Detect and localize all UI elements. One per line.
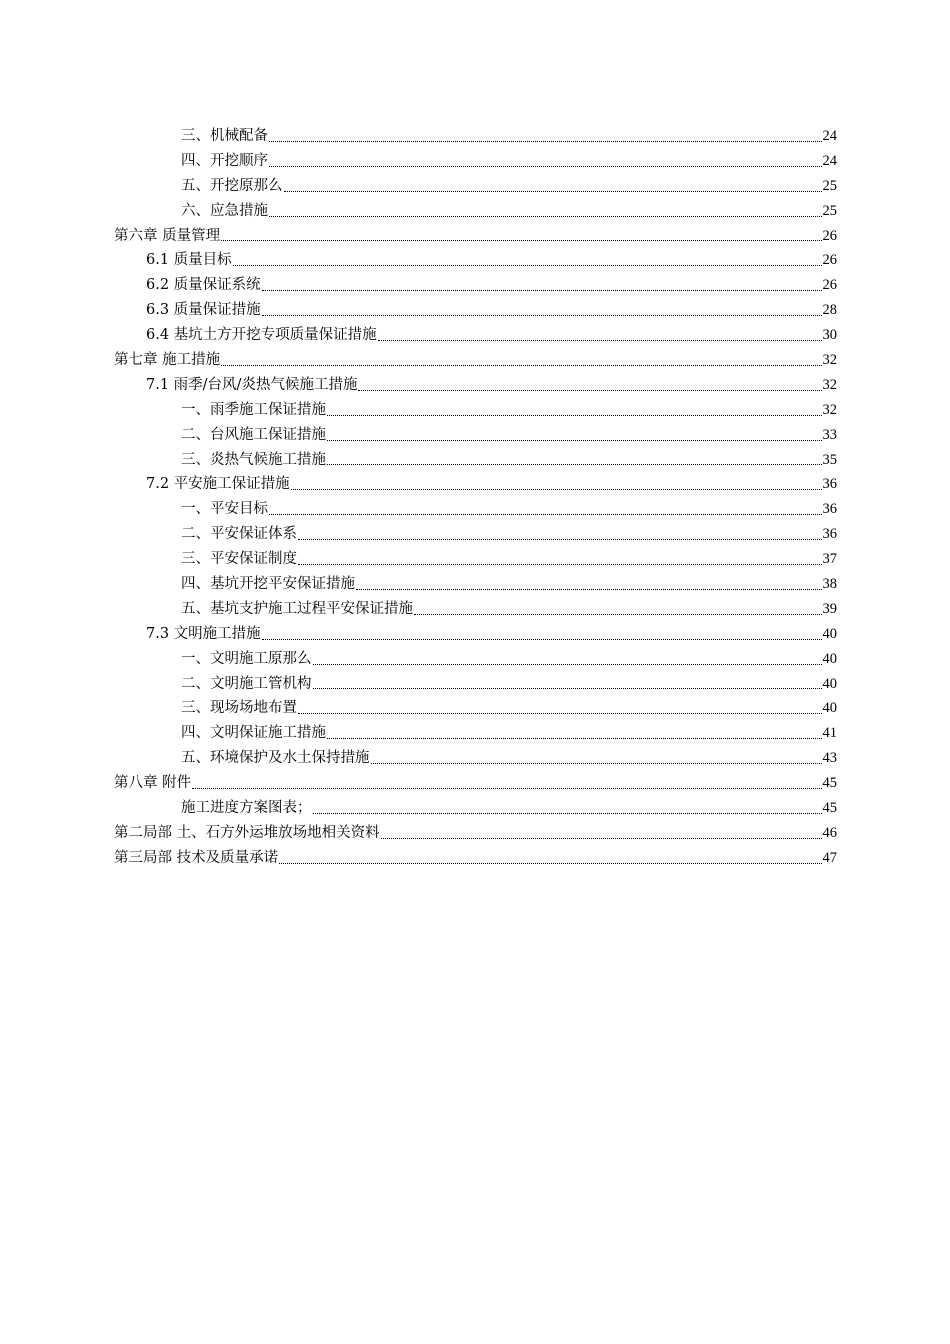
toc-entry-title: 三、平安保证制度	[181, 551, 297, 568]
toc-entry[interactable]	[114, 796, 837, 821]
table-of-contents	[114, 124, 837, 871]
toc-entry-title: 三、炎热气候施工措施	[181, 451, 326, 468]
toc-page-number: 45	[822, 800, 837, 817]
toc-dot-leader	[371, 762, 822, 764]
toc-entry[interactable]	[114, 672, 837, 697]
toc-page-number: 37	[822, 551, 837, 568]
toc-dot-leader	[358, 389, 821, 391]
toc-dot-leader	[327, 463, 822, 465]
toc-page-number: 35	[822, 451, 837, 468]
toc-entry-title: 一、雨季施工保证措施	[181, 401, 326, 418]
toc-page-number: 26	[822, 252, 837, 269]
toc-page-number: 41	[822, 725, 837, 742]
toc-entry-title: 6.1 质量目标	[146, 252, 232, 269]
toc-page-number: 46	[822, 824, 837, 841]
toc-entry-title: 三、机械配备	[181, 127, 268, 144]
toc-page-number: 36	[822, 476, 837, 493]
toc-dot-leader	[262, 314, 822, 316]
toc-dot-leader	[279, 862, 821, 864]
toc-dot-leader	[262, 289, 822, 291]
toc-dot-leader	[269, 215, 822, 217]
toc-entry[interactable]	[114, 522, 837, 547]
toc-page-number: 33	[822, 426, 837, 443]
toc-entry[interactable]	[114, 373, 837, 398]
toc-entry-title: 6.3 质量保证措施	[146, 302, 261, 319]
toc-entry[interactable]	[114, 821, 837, 846]
toc-entry[interactable]	[114, 273, 837, 298]
toc-dot-leader	[327, 439, 822, 441]
toc-entry-title: 第八章 附件	[114, 775, 192, 792]
toc-entry-title: 7.2 平安施工保证措施	[146, 476, 290, 493]
toc-dot-leader	[378, 339, 822, 341]
toc-dot-leader	[269, 513, 822, 515]
toc-entry-title: 二、文明施工管机构	[181, 675, 312, 692]
toc-entry[interactable]	[114, 696, 837, 721]
toc-entry[interactable]	[114, 472, 837, 497]
toc-entry-title: 四、文明保证施工措施	[181, 725, 326, 742]
toc-entry-title: 6.4 基坑土方开挖专项质量保证措施	[146, 327, 377, 344]
toc-entry[interactable]	[114, 124, 837, 149]
toc-entry-title: 四、基坑开挖平安保证措施	[181, 576, 355, 593]
toc-page-number: 28	[822, 302, 837, 319]
toc-entry-title: 五、开挖原那么	[181, 177, 283, 194]
toc-page-number: 32	[822, 401, 837, 418]
toc-entry-title: 一、平安目标	[181, 501, 268, 518]
toc-page-number: 43	[822, 750, 837, 767]
toc-entry-title: 第七章 施工措施	[114, 352, 221, 368]
toc-page-number: 36	[822, 501, 837, 518]
toc-dot-leader	[284, 190, 822, 192]
toc-page-number: 26	[822, 227, 837, 244]
toc-entry-title: 第二局部 土、石方外运堆放场地相关资料	[114, 824, 380, 841]
toc-dot-leader	[298, 563, 822, 565]
toc-entry-title: 6.2 质量保证系统	[146, 277, 261, 294]
toc-dot-leader	[269, 140, 822, 142]
toc-entry-title: 施工进度方案图表；	[181, 800, 312, 817]
toc-entry[interactable]	[114, 248, 837, 273]
toc-dot-leader	[269, 165, 822, 167]
toc-page-number: 36	[822, 526, 837, 543]
toc-dot-leader	[327, 737, 822, 739]
toc-page-number: 26	[822, 277, 837, 294]
toc-page-number: 38	[822, 576, 837, 593]
toc-dot-leader	[313, 812, 822, 814]
toc-entry-title: 五、基坑支护施工过程平安保证措施	[181, 600, 413, 617]
toc-page-number: 40	[822, 625, 837, 642]
toc-page-number: 40	[822, 675, 837, 692]
toc-entry-title: 第六章 质量管理	[114, 227, 221, 244]
toc-page-number: 30	[822, 327, 837, 344]
toc-entry[interactable]	[114, 224, 837, 249]
toc-dot-leader	[221, 239, 821, 241]
toc-entry-title: 一、文明施工原那么	[181, 650, 312, 667]
toc-dot-leader	[192, 787, 821, 789]
toc-entry-title: 二、平安保证体系	[181, 526, 297, 543]
toc-entry[interactable]	[114, 497, 837, 522]
toc-dot-leader	[381, 837, 822, 839]
toc-entry-title: 第三局部 技术及质量承诺	[114, 849, 279, 866]
toc-entry[interactable]	[114, 423, 837, 448]
toc-entry-title: 7.3 文明施工措施	[146, 625, 261, 642]
toc-entry-title: 四、开挖顺序	[181, 152, 268, 169]
toc-page-number: 25	[822, 202, 837, 219]
toc-entry-title: 五、环境保护及水土保持措施	[181, 750, 370, 767]
toc-page-number: 40	[822, 650, 837, 667]
toc-dot-leader	[262, 638, 822, 640]
toc-dot-leader	[356, 588, 822, 590]
toc-dot-leader	[313, 687, 822, 689]
toc-dot-leader	[298, 712, 822, 714]
toc-entry[interactable]	[114, 721, 837, 746]
toc-entry[interactable]	[114, 298, 837, 323]
toc-entry[interactable]	[114, 448, 837, 473]
toc-entry[interactable]	[114, 746, 837, 771]
toc-dot-leader	[291, 488, 822, 490]
toc-page-number: 40	[822, 700, 837, 717]
toc-dot-leader	[414, 613, 822, 615]
toc-entry-title: 三、现场场地布置	[181, 700, 297, 717]
toc-dot-leader	[221, 364, 821, 366]
toc-entry[interactable]	[114, 622, 837, 647]
toc-page-number: 25	[822, 177, 837, 194]
toc-entry[interactable]	[114, 597, 837, 622]
toc-entry[interactable]	[114, 547, 837, 572]
toc-entry[interactable]	[114, 647, 837, 672]
toc-page-number: 24	[822, 127, 837, 144]
toc-entry[interactable]	[114, 398, 837, 423]
toc-entry[interactable]	[114, 323, 837, 348]
toc-entry[interactable]	[114, 174, 837, 199]
toc-page-number: 32	[822, 376, 837, 393]
toc-entry[interactable]	[114, 149, 837, 174]
toc-dot-leader	[327, 414, 822, 416]
toc-page-number: 24	[822, 152, 837, 169]
toc-entry-title: 二、台风施工保证措施	[181, 426, 326, 443]
toc-page-number: 39	[822, 600, 837, 617]
toc-dot-leader	[313, 663, 822, 665]
toc-entry[interactable]	[114, 771, 837, 796]
toc-entry[interactable]	[114, 348, 837, 373]
toc-dot-leader	[233, 264, 822, 266]
toc-page-number: 45	[822, 775, 837, 792]
toc-entry[interactable]	[114, 846, 837, 871]
toc-page-number: 32	[822, 352, 837, 368]
toc-entry[interactable]	[114, 572, 837, 597]
toc-entry[interactable]	[114, 199, 837, 224]
toc-page-number: 47	[822, 849, 837, 866]
toc-entry-title: 六、应急措施	[181, 202, 268, 219]
toc-dot-leader	[298, 538, 822, 540]
toc-entry-title: 7.1 雨季/台风/炎热气候施工措施	[146, 376, 358, 393]
